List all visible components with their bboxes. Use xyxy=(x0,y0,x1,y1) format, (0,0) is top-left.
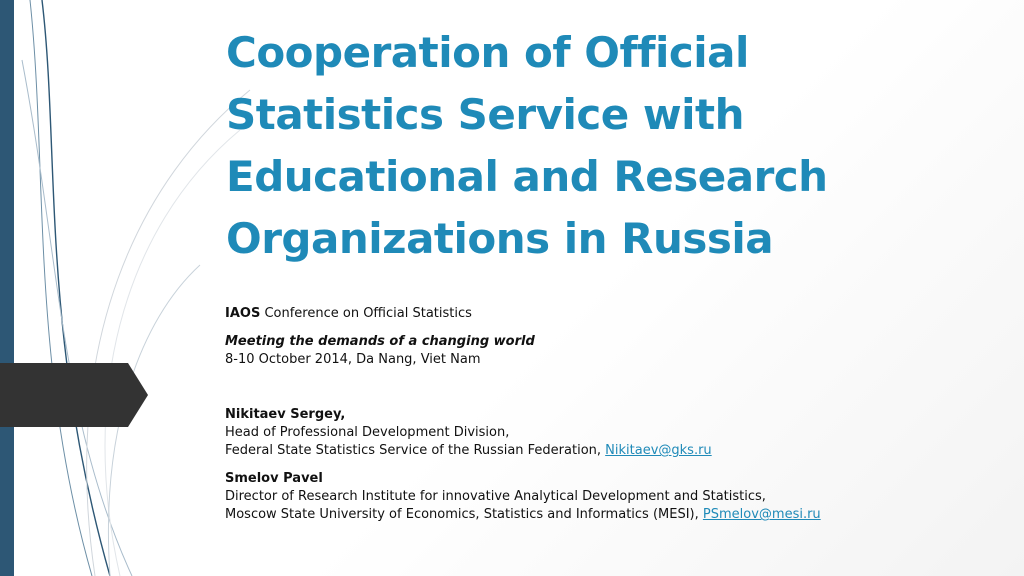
author-email-link[interactable]: PSmelov@mesi.ru xyxy=(702,507,821,522)
decorative-curves xyxy=(0,0,260,576)
conference-line xyxy=(225,305,1005,323)
author-block-1 xyxy=(225,406,1005,460)
title-line-4: Organizations in Russia xyxy=(226,214,774,263)
slide-body xyxy=(225,305,1005,534)
arrow-tab-shape xyxy=(0,363,148,427)
author-position: Head of Professional Development Division, xyxy=(225,425,510,440)
author-affiliation xyxy=(225,506,1005,524)
author-organization: Moscow State University of Economics, Statistics and Informatics (MESI), xyxy=(225,507,699,522)
left-accent-bar xyxy=(0,0,14,576)
conference-dates-place: 8-10 October 2014, Da Nang, Viet Nam xyxy=(225,352,481,367)
conference-org: IAOS xyxy=(225,306,261,321)
conference-name: Conference on Official Statistics xyxy=(264,306,472,321)
author-organization: Federal State Statistics Service of the Russian Federation, xyxy=(225,443,602,458)
author-name: Smelov Pavel xyxy=(225,471,323,486)
slide-title xyxy=(226,22,986,270)
author-email-link[interactable]: Nikitaev@gks.ru xyxy=(605,443,712,458)
title-line-1: Cooperation of Official xyxy=(226,28,749,77)
author-position: Director of Research Institute for innovative Analytical Development and Statistics, xyxy=(225,489,766,504)
author-affiliation xyxy=(225,442,1005,460)
author-block-2 xyxy=(225,470,1005,524)
title-line-3: Educational and Research xyxy=(226,152,828,201)
conference-theme: Meeting the demands of a changing world xyxy=(225,334,535,349)
title-line-2: Statistics Service with xyxy=(226,90,745,139)
author-name: Nikitaev Sergey, xyxy=(225,407,346,422)
